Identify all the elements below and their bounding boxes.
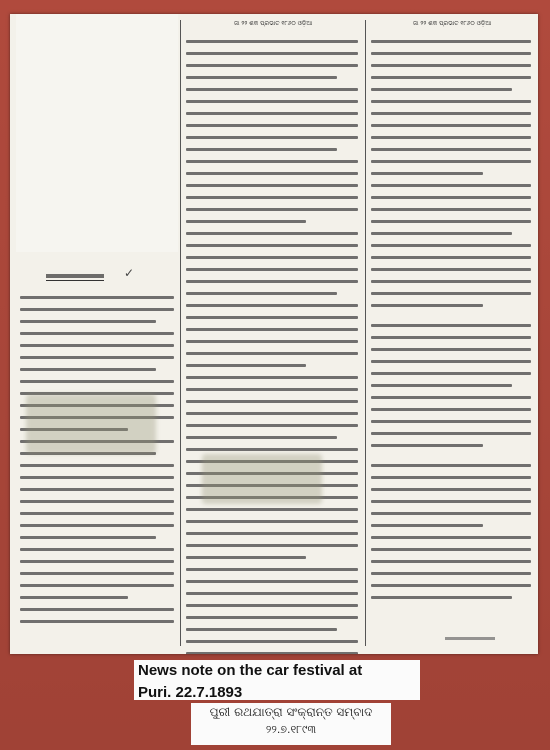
article-heading: [46, 272, 104, 281]
odia-caption-title: ପୁରୀ ରଥଯାତ୍ରା ସଂକ୍ରାନ୍ତ ସମ୍ବାଦ: [209, 705, 373, 719]
column-3-header: ଜା ୨୨ ଶକ ପ୍ରଭାତ ୧୮୬୦ ଓଡ଼ିଆ: [412, 20, 492, 27]
newspaper-clipping: [10, 14, 538, 654]
column-3: [367, 14, 535, 654]
column-3-text: [371, 40, 531, 608]
stain: [26, 394, 156, 454]
column-2-text: [186, 40, 358, 654]
column-2: [182, 14, 362, 654]
stain: [202, 454, 322, 504]
column-1-text: [20, 296, 174, 632]
blank-area: [16, 14, 178, 252]
column-rule: [180, 20, 181, 646]
english-caption-line-2: Puri. 22.7.1893: [138, 684, 243, 701]
odia-caption-date: ୨୨.୭.୧୮୯୩: [265, 723, 317, 736]
closing-mark: [445, 637, 495, 640]
column-2-header: ଜା ୨୨ ଶକ ପ୍ରଭାତ ୧୮୬୦ ଓଡ଼ିଆ: [233, 20, 313, 27]
tick-mark: ✓: [124, 266, 135, 280]
english-caption: [134, 660, 420, 700]
english-caption-line-1: News note on the car festival at: [138, 662, 363, 679]
column-rule: [365, 20, 366, 646]
column-1: [16, 14, 178, 654]
odia-caption: [191, 703, 391, 745]
